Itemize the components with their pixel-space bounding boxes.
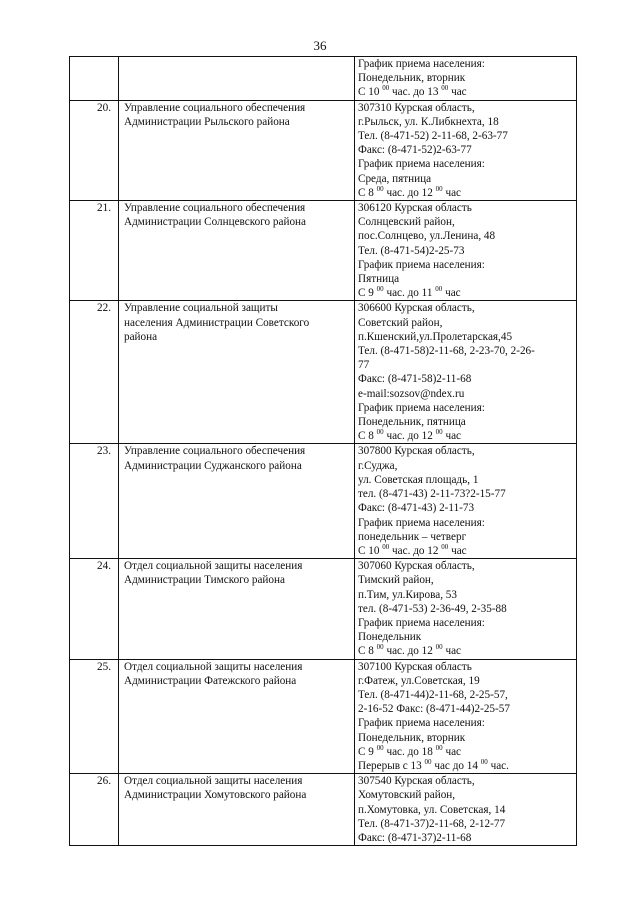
reception-hours-line [358,745,573,759]
organization-name-line: Отдел социальной защиты населения [124,660,303,673]
contact-line: Понедельник, вторник [358,72,466,85]
organization-name [119,201,355,301]
time-text: час. до 11 [383,287,436,300]
table-row [70,57,577,101]
contact-line: г.Рыльск, ул. К.Либкнехта, 18 [358,115,499,128]
time-superscript: 00 [435,428,443,437]
row-number: 20. [70,100,119,200]
table-row [70,301,577,444]
organization-name-line: Отдел социальной защиты населения [124,560,303,573]
reception-hours-line [358,85,573,99]
organization-name-line: Управление социального обеспечения [124,202,306,215]
organization-name [119,100,355,200]
row-number: 23. [70,444,119,559]
contact-line: понедельник – четверг [358,530,467,543]
contact-line: Тел. (8-471-54)2-25-73 [358,244,465,257]
contact-line: Тел. (8-471-37)2-11-68, 2-12-77 [358,817,506,830]
table-row [70,659,577,774]
contact-line: 77 [358,359,370,372]
contact-line: тел. (8-471-43) 2-11-73?2-15-77 [358,488,506,501]
contact-line: 307540 Курская область, [358,775,475,788]
organization-name-line: Управление социального обеспечения [124,445,306,458]
row-number: 21. [70,201,119,301]
reception-hours-line [358,759,573,773]
contact-line: Понедельник, пятница [358,416,466,429]
organization-name-line: Отдел социальной защиты населения [124,775,303,788]
time-text: час [442,745,462,758]
contact-line: п.Кшенский,ул.Пролетарская,45 [358,330,513,343]
time-text: С 10 [358,544,383,557]
time-text: час. до 18 [383,745,436,758]
time-text: час [442,186,462,199]
row-number: 22. [70,301,119,444]
time-text: С 9 [358,287,377,300]
time-superscript: 00 [435,643,443,652]
time-text: час. до 12 [383,430,436,443]
time-superscript: 00 [480,757,488,766]
time-superscript: 00 [441,542,449,551]
reception-hours-line [358,286,573,300]
time-superscript: 00 [424,757,432,766]
table-body [70,57,577,846]
contact-line: пос.Солнцево, ул.Ленина, 48 [358,230,496,243]
contact-line: Хомутовский район, [358,789,456,802]
organization-name-line: Администрации Тимского района [124,574,285,587]
contact-line: 2-16-52 Факс: (8-471-44)2-25-57 [358,703,510,716]
contact-line: График приема населения: [358,158,485,171]
table-row [70,444,577,559]
time-superscript: 00 [376,184,384,193]
organization-name-line: Администрации Солнцевского района [124,216,306,229]
contact-details [355,57,577,101]
organization-name [119,57,355,101]
organization-name [119,659,355,774]
time-text: час [442,430,462,443]
organization-name [119,774,355,846]
row-number: 26. [70,774,119,846]
contact-line: Советский район, [358,316,443,329]
row-number: 24. [70,559,119,659]
time-text: час [442,287,461,300]
contact-line: г.Фатеж, ул.Советская, 19 [358,674,480,687]
table-row [70,201,577,301]
table-row [70,559,577,659]
contact-line: 307310 Курская область, [358,101,475,114]
contact-details [355,444,577,559]
time-superscript: 00 [376,285,384,294]
contact-details [355,201,577,301]
time-text: час [442,645,462,658]
page-number: 36 [313,38,327,53]
contact-line: Факс: (8-471-43) 2-11-73 [358,502,475,515]
contact-line: Пятница [358,273,400,286]
time-text: Перерыв с 13 [358,759,425,772]
contact-line: График приема населения: [358,516,485,529]
reception-hours-line [358,429,573,443]
row-number: 25. [70,659,119,774]
contact-line: 307800 Курская область, [358,445,475,458]
table-row [70,100,577,200]
time-superscript: 00 [382,84,390,93]
contact-line: 307060 Курская область, [358,560,475,573]
time-text: С 10 [358,86,383,99]
time-text: час. [487,759,509,772]
organization-name [119,559,355,659]
table-row [70,774,577,846]
contact-line: Солнцевский район, [358,216,455,229]
organization-name-line: Администрации Фатежского района [124,674,297,687]
contact-details [355,559,577,659]
contact-line: Среда, пятница [358,172,432,185]
contact-line: График приема населения: [358,717,485,730]
time-text: час до 14 [431,759,481,772]
contact-line: п.Хомутовка, ул. Советская, 14 [358,803,506,816]
row-number [70,57,119,101]
contact-line: п.Тим, ул.Кирова, 53 [358,588,457,601]
organization-name [119,301,355,444]
time-superscript: 00 [441,84,449,93]
contact-details [355,100,577,200]
time-text: С 8 [358,430,377,443]
contact-details [355,301,577,444]
organization-name-line: Администрации Суджанского района [124,459,302,472]
contact-line: График приема населения: [358,58,485,70]
contact-line: Понедельник [358,631,422,644]
contact-line: Тимский район, [358,574,434,587]
time-text: час. до 12 [383,645,436,658]
time-text: час. до 12 [383,186,436,199]
time-text: С 8 [358,645,377,658]
contact-line: тел. (8-471-53) 2-36-49, 2-35-88 [358,602,507,615]
time-superscript: 00 [435,285,443,294]
social-services-table [69,56,577,846]
contact-line: Факс: (8-471-58)2-11-68 [358,373,472,386]
organization-name-line: Управление социальной защиты [124,302,278,315]
contact-line: e-mail:sozsov@ndex.ru [358,387,465,400]
organization-name [119,444,355,559]
organization-name-line: Администрации Рыльского района [124,115,290,128]
time-text: час. до 12 [389,544,442,557]
contact-line: 307100 Курская область [358,660,472,673]
contact-line: Понедельник, вторник [358,731,466,744]
organization-name-line: Управление социального обеспечения [124,101,306,114]
time-superscript: 00 [382,542,390,551]
contact-line: Факс: (8-471-52)2-63-77 [358,144,472,157]
contact-details [355,774,577,846]
contact-line: Факс: (8-471-37)2-11-68 [358,831,472,844]
contact-line: График приема населения: [358,616,485,629]
organization-name-line: населения Администрации Советского [124,316,310,329]
organization-name-line: Администрации Хомутовского района [124,789,307,802]
contact-line: Тел. (8-471-52) 2-11-68, 2-63-77 [358,130,508,143]
contact-line: График приема населения: [358,401,485,414]
contact-line: График приема населения: [358,258,485,271]
time-superscript: 00 [435,743,443,752]
reception-hours-line [358,186,573,200]
time-text: час [448,86,467,99]
reception-hours-line [358,644,573,658]
time-superscript: 00 [376,643,384,652]
organization-name-line: района [124,330,158,343]
contact-line: 306600 Курская область, [358,302,475,315]
time-text: С 8 [358,186,377,199]
contact-line: Тел. (8-471-44)2-11-68, 2-25-57, [358,688,508,701]
contact-line: 306120 Курская область [358,202,472,215]
contact-line: г.Суджа, [358,459,398,472]
contact-line: Тел. (8-471-58)2-11-68, 2-23-70, 2-26- [358,345,535,358]
contact-line: ул. Советская площадь, 1 [358,473,479,486]
time-text: С 9 [358,745,377,758]
contact-details [355,659,577,774]
time-text: час [448,544,467,557]
time-superscript: 00 [376,743,384,752]
reception-hours-line [358,544,573,558]
time-superscript: 00 [376,428,384,437]
time-superscript: 00 [435,184,443,193]
time-text: час. до 13 [389,86,442,99]
